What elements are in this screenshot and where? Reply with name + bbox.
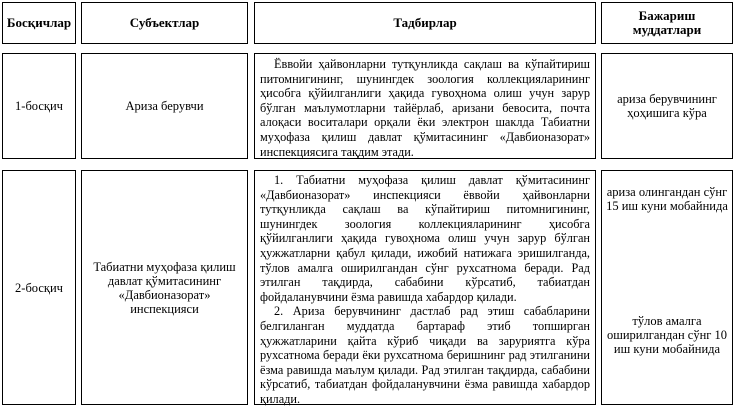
row2-deadline-first: ариза олингандан сўнг 15 иш куни мобайнида: [606, 185, 728, 213]
row1-actions: [254, 53, 596, 159]
header-actions-label: Тадбирлар: [393, 15, 457, 30]
header-stage: [2, 2, 76, 44]
header-deadlines-line1: Бажариш: [638, 8, 696, 23]
header-actions: [254, 2, 596, 44]
row2-stage: [2, 170, 76, 405]
row1-subject: [81, 53, 248, 159]
row2-action-paragraph-2: 2. Ариза берувчининг дастлаб рад этиш сабабларини белгиланган муддатда бартараф этиб топширган ҳужжатларини қайта кўриб чиқади ва заруриятга кўра рухсатнома беради ёки рухсатнома беришнинг рад этилганини ёзма равишда маълум қилади. Рад этилган тақдирда, сабабини кўрсатиб, табиатдан фойдаланувчини ёзма равишда хабардор қилади.: [260, 304, 590, 406]
row1-subject-label: Ариза берувчи: [125, 99, 204, 113]
header-subjects-label: Субъектлар: [129, 15, 200, 30]
row2-subject: [81, 170, 248, 405]
row2-deadline-second: тўлов амалга оширилгандан сўнг 10 иш куни мобайнида: [606, 314, 728, 356]
header-deadlines-line2: муддатлари: [632, 22, 702, 37]
row2-stage-label: 2-босқич: [15, 280, 63, 295]
row1-stage: [2, 53, 76, 159]
row1-action-paragraph: Ёввойи ҳайвонларни тутқунликда сақлаш ва кўпайтириш питомнигининг, шунингдек зоология коллекцияларининг ҳисобга қўйилганлиги ҳақида гувоҳнома олиш учун зарур бўлган маълумотларни тайёрлаб, аризани бевосита, почта алоқаси воситалари орқали ёки электрон шаклда Табиатни муҳофаза қилиш давлат қўмитасининг «Давбионазорат» инспекциясига тақдим этади.: [260, 57, 590, 159]
row2-actions: [254, 170, 596, 405]
row1-stage-label: 1-босқич: [15, 99, 63, 113]
row2-action-paragraph-1: 1. Табиатни муҳофаза қилиш давлат қўмитасининг «Давбионазорат» инспекцияси ёввойи ҳайвонларни тутқунликда сақлаш ва кўпайтириш питомнигининг, шунингдек зоология коллекцияларининг ҳисобга қўйилганлиги ҳақида гувоҳнома олиш учун зарур бўлган ҳужжатларни қабул қилади, ижобий натижага эришилганда, тўлов амалга оширилгандан сўнг рухсатнома беради. Рад этилган тақдирда, сабабини кўрсатиб, табиатдан фойдаланувчини ёзма равишда хабардор қилади.: [260, 173, 590, 304]
row1-deadline: [601, 53, 733, 159]
header-deadlines: [601, 2, 733, 44]
header-subjects: [81, 2, 248, 44]
row2-subject-label: Табиатни муҳофаза қилиш давлат қўмитасининг «Давбионазорат» инспекцияси: [93, 259, 236, 316]
row1-deadline-label: ариза берувчининг ҳоҳишига кўра: [617, 92, 717, 120]
header-stage-label: Босқичлар: [6, 15, 72, 30]
row2-deadlines: [601, 170, 733, 405]
